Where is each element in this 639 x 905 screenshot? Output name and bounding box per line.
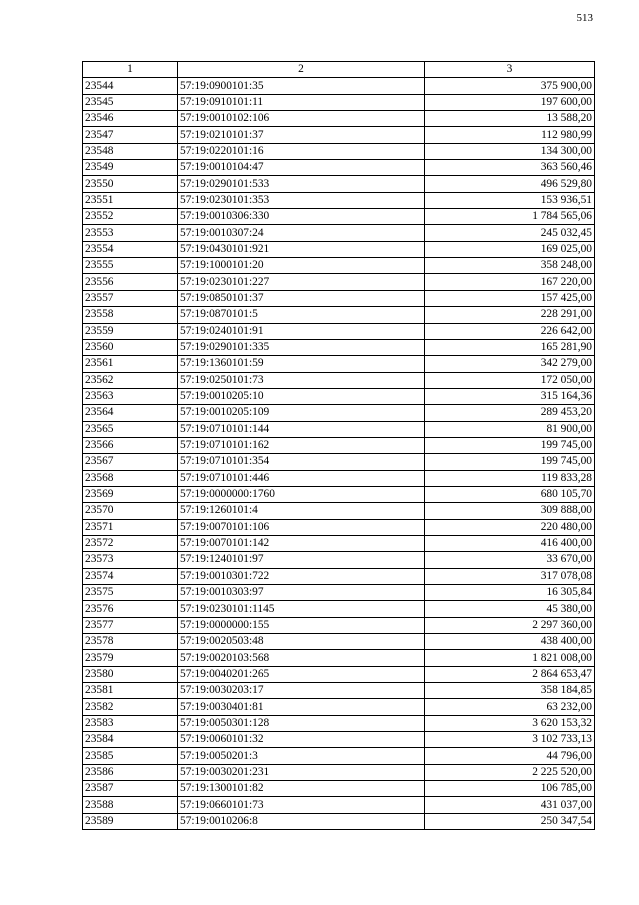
table-row — [83, 683, 595, 699]
column-header-1: 1 — [83, 62, 178, 78]
row-number-cell: 23544 — [83, 78, 178, 94]
table-row — [83, 356, 595, 372]
cadastral-number-cell: 57:19:0660101:73 — [178, 797, 425, 813]
table-row — [83, 372, 595, 388]
amount-cell: 134 300,00 — [425, 143, 595, 159]
table-row — [83, 323, 595, 339]
table-row — [83, 258, 595, 274]
row-number-cell: 23578 — [83, 634, 178, 650]
row-number-cell: 23557 — [83, 290, 178, 306]
cadastral-number-cell: 57:19:1260101:4 — [178, 503, 425, 519]
amount-cell: 220 480,00 — [425, 519, 595, 535]
amount-cell: 438 400,00 — [425, 634, 595, 650]
amount-cell: 106 785,00 — [425, 781, 595, 797]
amount-cell: 33 670,00 — [425, 552, 595, 568]
row-number-cell: 23549 — [83, 160, 178, 176]
table-row — [83, 127, 595, 143]
cadastral-number-cell: 57:19:0850101:37 — [178, 290, 425, 306]
cadastral-number-cell: 57:19:0030201:231 — [178, 764, 425, 780]
table-row — [83, 454, 595, 470]
cadastral-number-cell: 57:19:0290101:533 — [178, 176, 425, 192]
row-number-cell: 23569 — [83, 486, 178, 502]
amount-cell: 496 529,80 — [425, 176, 595, 192]
amount-cell: 169 025,00 — [425, 241, 595, 257]
amount-cell: 289 453,20 — [425, 405, 595, 421]
cadastral-number-cell: 57:19:0050201:3 — [178, 748, 425, 764]
cadastral-number-cell: 57:19:0010102:106 — [178, 111, 425, 127]
amount-cell: 358 248,00 — [425, 258, 595, 274]
table-row — [83, 764, 595, 780]
table-row — [83, 503, 595, 519]
table-row — [83, 813, 595, 829]
row-number-cell: 23562 — [83, 372, 178, 388]
table-row — [83, 650, 595, 666]
amount-cell: 315 164,36 — [425, 388, 595, 404]
table-row — [83, 715, 595, 731]
amount-cell: 226 642,00 — [425, 323, 595, 339]
amount-cell: 245 032,45 — [425, 225, 595, 241]
cadastral-number-cell: 57:19:0050301:128 — [178, 715, 425, 731]
amount-cell: 3 620 153,32 — [425, 715, 595, 731]
cadastral-number-cell: 57:19:0010104:47 — [178, 160, 425, 176]
row-number-cell: 23573 — [83, 552, 178, 568]
cadastral-number-cell: 57:19:0020103:568 — [178, 650, 425, 666]
table-row — [83, 568, 595, 584]
cadastral-number-cell: 57:19:0010307:24 — [178, 225, 425, 241]
cadastral-number-cell: 57:19:0030401:81 — [178, 699, 425, 715]
table-row — [83, 405, 595, 421]
row-number-cell: 23568 — [83, 470, 178, 486]
cadastral-number-cell: 57:19:0430101:921 — [178, 241, 425, 257]
amount-cell: 2 297 360,00 — [425, 617, 595, 633]
amount-cell: 228 291,00 — [425, 307, 595, 323]
cadastral-number-cell: 57:19:0000000:1760 — [178, 486, 425, 502]
cadastral-number-cell: 57:19:0910101:11 — [178, 94, 425, 110]
cadastral-number-cell: 57:19:1300101:82 — [178, 781, 425, 797]
amount-cell: 1 821 008,00 — [425, 650, 595, 666]
amount-cell: 167 220,00 — [425, 274, 595, 290]
cadastral-number-cell: 57:19:0010303:97 — [178, 585, 425, 601]
amount-cell: 3 102 733,13 — [425, 732, 595, 748]
amount-cell: 431 037,00 — [425, 797, 595, 813]
row-number-cell: 23586 — [83, 764, 178, 780]
cadastral-number-cell: 57:19:0210101:37 — [178, 127, 425, 143]
amount-cell: 81 900,00 — [425, 421, 595, 437]
table-row — [83, 666, 595, 682]
amount-cell: 358 184,85 — [425, 683, 595, 699]
amount-cell: 2 225 520,00 — [425, 764, 595, 780]
table-row — [83, 781, 595, 797]
table-row — [83, 617, 595, 633]
table-row — [83, 552, 595, 568]
cadastral-number-cell: 57:19:0230101:353 — [178, 192, 425, 208]
table-row — [83, 241, 595, 257]
cadastral-number-cell: 57:19:1240101:97 — [178, 552, 425, 568]
amount-cell: 45 380,00 — [425, 601, 595, 617]
page-number: 513 — [576, 12, 593, 24]
row-number-cell: 23570 — [83, 503, 178, 519]
amount-cell: 363 560,46 — [425, 160, 595, 176]
cadastral-number-cell: 57:19:0220101:16 — [178, 143, 425, 159]
row-number-cell: 23551 — [83, 192, 178, 208]
cadastral-number-cell: 57:19:0010301:722 — [178, 568, 425, 584]
cadastral-number-cell: 57:19:0240101:91 — [178, 323, 425, 339]
amount-cell: 16 305,84 — [425, 585, 595, 601]
row-number-cell: 23553 — [83, 225, 178, 241]
row-number-cell: 23577 — [83, 617, 178, 633]
row-number-cell: 23575 — [83, 585, 178, 601]
row-number-cell: 23559 — [83, 323, 178, 339]
amount-cell: 112 980,99 — [425, 127, 595, 143]
row-number-cell: 23547 — [83, 127, 178, 143]
table-row — [83, 290, 595, 306]
cadastral-number-cell: 57:19:0040201:265 — [178, 666, 425, 682]
row-number-cell: 23571 — [83, 519, 178, 535]
table-row — [83, 585, 595, 601]
amount-cell: 199 745,00 — [425, 454, 595, 470]
table-row — [83, 94, 595, 110]
row-number-cell: 23561 — [83, 356, 178, 372]
row-number-cell: 23574 — [83, 568, 178, 584]
table-row — [83, 732, 595, 748]
table-row — [83, 519, 595, 535]
amount-cell: 2 864 653,47 — [425, 666, 595, 682]
amount-cell: 309 888,00 — [425, 503, 595, 519]
amount-cell: 119 833,28 — [425, 470, 595, 486]
cadastral-number-cell: 57:19:0710101:144 — [178, 421, 425, 437]
amount-cell: 172 050,00 — [425, 372, 595, 388]
table-row — [83, 421, 595, 437]
amount-cell: 317 078,08 — [425, 568, 595, 584]
row-number-cell: 23565 — [83, 421, 178, 437]
table-row — [83, 78, 595, 94]
row-number-cell: 23588 — [83, 797, 178, 813]
row-number-cell: 23560 — [83, 339, 178, 355]
amount-cell: 153 936,51 — [425, 192, 595, 208]
amount-cell: 680 105,70 — [425, 486, 595, 502]
table-row — [83, 535, 595, 551]
column-header-3: 3 — [425, 62, 595, 78]
amount-cell: 157 425,00 — [425, 290, 595, 306]
row-number-cell: 23589 — [83, 813, 178, 829]
amount-cell: 197 600,00 — [425, 94, 595, 110]
amount-cell: 342 279,00 — [425, 356, 595, 372]
cadastral-number-cell: 57:19:0010205:10 — [178, 388, 425, 404]
row-number-cell: 23548 — [83, 143, 178, 159]
cadastral-number-cell: 57:19:0020503:48 — [178, 634, 425, 650]
table-row — [83, 111, 595, 127]
cadastral-number-cell: 57:19:0900101:35 — [178, 78, 425, 94]
table-row — [83, 274, 595, 290]
amount-cell: 44 796,00 — [425, 748, 595, 764]
table-row — [83, 486, 595, 502]
row-number-cell: 23556 — [83, 274, 178, 290]
row-number-cell: 23585 — [83, 748, 178, 764]
amount-cell: 165 281,90 — [425, 339, 595, 355]
cadastral-number-cell: 57:19:0010206:8 — [178, 813, 425, 829]
cadastral-number-cell: 57:19:0060101:32 — [178, 732, 425, 748]
registry-table — [82, 61, 595, 830]
cadastral-number-cell: 57:19:1000101:20 — [178, 258, 425, 274]
table-row — [83, 339, 595, 355]
row-number-cell: 23555 — [83, 258, 178, 274]
row-number-cell: 23564 — [83, 405, 178, 421]
table-row — [83, 634, 595, 650]
row-number-cell: 23587 — [83, 781, 178, 797]
row-number-cell: 23554 — [83, 241, 178, 257]
row-number-cell: 23545 — [83, 94, 178, 110]
cadastral-number-cell: 57:19:0230101:227 — [178, 274, 425, 290]
table-row — [83, 748, 595, 764]
row-number-cell: 23550 — [83, 176, 178, 192]
cadastral-number-cell: 57:19:0710101:162 — [178, 437, 425, 453]
table-row — [83, 209, 595, 225]
cadastral-number-cell: 57:19:0070101:106 — [178, 519, 425, 535]
cadastral-number-cell: 57:19:0290101:335 — [178, 339, 425, 355]
table-row — [83, 143, 595, 159]
cadastral-number-cell: 57:19:0030203:17 — [178, 683, 425, 699]
column-header-2: 2 — [178, 62, 425, 78]
cadastral-number-cell: 57:19:0870101:5 — [178, 307, 425, 323]
row-number-cell: 23580 — [83, 666, 178, 682]
row-number-cell: 23566 — [83, 437, 178, 453]
row-number-cell: 23567 — [83, 454, 178, 470]
table-row — [83, 160, 595, 176]
cadastral-number-cell: 57:19:0010306:330 — [178, 209, 425, 225]
table-row — [83, 388, 595, 404]
row-number-cell: 23579 — [83, 650, 178, 666]
row-number-cell: 23572 — [83, 535, 178, 551]
cadastral-number-cell: 57:19:0070101:142 — [178, 535, 425, 551]
row-number-cell: 23576 — [83, 601, 178, 617]
amount-cell: 63 232,00 — [425, 699, 595, 715]
header-row — [83, 62, 595, 78]
amount-cell: 375 900,00 — [425, 78, 595, 94]
table-row — [83, 176, 595, 192]
row-number-cell: 23552 — [83, 209, 178, 225]
table-row — [83, 225, 595, 241]
table-row — [83, 797, 595, 813]
row-number-cell: 23583 — [83, 715, 178, 731]
amount-cell: 416 400,00 — [425, 535, 595, 551]
table-row — [83, 192, 595, 208]
amount-cell: 13 588,20 — [425, 111, 595, 127]
cadastral-number-cell: 57:19:0710101:354 — [178, 454, 425, 470]
amount-cell: 1 784 565,06 — [425, 209, 595, 225]
row-number-cell: 23582 — [83, 699, 178, 715]
row-number-cell: 23584 — [83, 732, 178, 748]
cadastral-number-cell: 57:19:0230101:1145 — [178, 601, 425, 617]
row-number-cell: 23558 — [83, 307, 178, 323]
amount-cell: 199 745,00 — [425, 437, 595, 453]
table-row — [83, 699, 595, 715]
amount-cell: 250 347,54 — [425, 813, 595, 829]
cadastral-number-cell: 57:19:0710101:446 — [178, 470, 425, 486]
cadastral-number-cell: 57:19:0010205:109 — [178, 405, 425, 421]
table-row — [83, 307, 595, 323]
table-row — [83, 470, 595, 486]
cadastral-number-cell: 57:19:0000000:155 — [178, 617, 425, 633]
table-body — [83, 78, 595, 830]
row-number-cell: 23563 — [83, 388, 178, 404]
cadastral-number-cell: 57:19:0250101:73 — [178, 372, 425, 388]
table-row — [83, 437, 595, 453]
row-number-cell: 23546 — [83, 111, 178, 127]
table-header — [83, 62, 595, 78]
table-row — [83, 601, 595, 617]
row-number-cell: 23581 — [83, 683, 178, 699]
cadastral-number-cell: 57:19:1360101:59 — [178, 356, 425, 372]
